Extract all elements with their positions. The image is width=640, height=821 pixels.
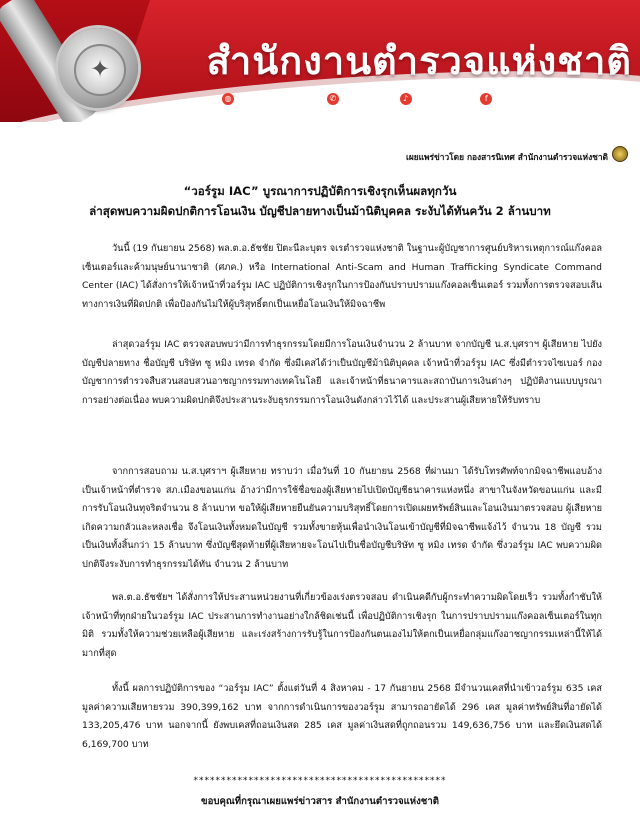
paragraph-2-text: ล่าสุดวอร์รูม IAC ตรวจสอบพบว่ามีการทำธุรกรรมโดยมีการโอนเงินจำนวน 2 ล้านบาท จากบัญชี น.ส.บุศราฯ ผู้เสียหาย ไปยังบัญชีปลายทาง ชื่อบัญชี บริษัท ซู หมิง เทรด จำกัด ซึ่งมีเคสได้ว่าเป็นบัญชีม้านิติบุคคล เจ้าหน้าที่วอร์รูม IAC ซึ่งมีตำรวจไซเบอร์ กองบัญชาการตำรวจสืบสวนสอบสวนอาชญากรรมทางเทคโนโลยี และเจ้าหน้าที่ธนาคารและสถาบันการเงินต่างๆ ปฏิบัติงานแบบบูรณาการอย่างต่อเนื่อง พบความผิดปกติจึงประสานระงับธุรกรรมการโอนเงินดังกล่าวไว้ได้ และประสานผู้เสียหายให้รับทราบ (82, 339, 602, 406)
headline-line-2: ล่าสุดพบความผิดปกติการโอนเงิน บัญชีปลายทางเป็นม้านิติบุคคล ระงับได้ทันควัน 2 ล้านบาท (89, 204, 551, 218)
closing-line: ขอบคุณที่กรุณาเผยแพร่ข่าวสาร สำนักงานตำรวจแห่งชาติ (201, 796, 439, 807)
contact-facebook-text: กองสารนิเทศ สำนักงานตำรวจแห่งชาติ (495, 94, 622, 103)
publisher-seal-icon (612, 146, 628, 162)
agency-title: สำนักงานตำรวจแห่งชาติ (206, 39, 632, 83)
contact-bar (222, 90, 632, 108)
globe-icon: ◍ (222, 93, 234, 105)
paragraph-5 (82, 680, 602, 770)
contact-phone[interactable] (327, 93, 390, 105)
phone-icon: ✆ (327, 93, 339, 105)
contact-website-text: saranitet.police.go.th (237, 94, 317, 104)
contact-tiktok-text: saranitetpolice (414, 94, 471, 104)
publisher-line: เผยแพร่ข่าวโดย กองสารนิเทศ สำนักงานตำรวจแห่งชาติ (405, 152, 608, 162)
contact-website[interactable] (222, 93, 317, 105)
paragraph-4-text: พล.ต.อ.ธัชชัยฯ ได้สั่งการให้ประสานหน่วยงานที่เกี่ยวข้องเร่งตรวจสอบ ดำเนินคดีกับผู้กระทำความผิดโดยเร็ว รวมทั้งกำชับให้เจ้าหน้าที่ทุกฝ่ายในวอร์รูม IAC ประสานการทำงานอย่างใกล้ชิดเช่นนี้ เพื่อปฏิบัติการเชิงรุก ในการปราบปรามแก๊งคอลเซ็นเตอร์ในทุกมิติ รวมทั้งให้ความช่วยเหลือผู้เสียหาย และเร่งสร้างการรับรู้ในการป้องกันตนเองไม่ให้ตกเป็นเหยื่อกลุ่มแก๊งอาชญากรรมเหล่านี้ให้ได้มากที่สุด (82, 592, 602, 659)
headline-line-1: “วอร์รูม IAC” บูรณาการปฏิบัติการเชิงรุกเห็นผลทุกวัน (183, 184, 457, 198)
paragraph-2 (82, 336, 602, 448)
separator-stars: ********************************************** (193, 776, 447, 786)
paragraph-4 (82, 589, 602, 665)
contact-phone-text: 02 252 9887 (341, 94, 390, 104)
paragraph-5-text: ทั้งนี้ ผลการปฏิบัติการของ “วอร์รูม IAC” ตั้งแต่วันที่ 4 สิงหาคม - 17 กันยายน 2568 มีจำนวนเคสที่นำเข้าวอร์รูม 635 เคส มูลค่าความเสียหายรวม 390,399,162 บาท จากการดำเนินการของวอร์รูม สามารถอายัดได้ 296 เคส มูลค่าทรัพย์สินที่อายัดได้ 133,205,476 บาท นอกจากนี้ ยังพบเคสที่ถอนเงินสด 285 เคส มูลค่าเงินสดที่ถูกถอนรวม 149,636,756 บาท และยึดเงินสดได้ 6,169,700 บาท (82, 683, 602, 750)
contact-facebook[interactable] (480, 93, 621, 105)
paragraph-3-text: จากการสอบถาม น.ส.บุศราฯ ผู้เสียหาย ทราบว่า เมื่อวันที่ 10 กันยายน 2568 ที่ผ่านมา ได้รับโทรศัพท์จากมิจฉาชีพแอบอ้างเป็นเจ้าหน้าที่ตำรวจ สภ.เมืองขอนแก่น อ้างว่ามีการใช้ชื่อของผู้เสียหายไปเปิดบัญชีธนาคารแห่งหนึ่ง สาขาในจังหวัดขอนแก่น และมีการรับโอนเงินทุจริตจำนวน 8 ล้านบาท ขอให้ผู้เสียหายยืนยันความบริสุทธิ์โดยการเปิดเผยทรัพย์สินและโอนเงินมาตรวจสอบ ผู้เสียหายเกิดความกลัวและหลงเชื่อ จึงโอนเงินทั้งหมดในบัญชี รวมทั้งขายหุ้นเพื่อนำเงินโอนเข้าบัญชีที่มิจฉาชีพแจ้งไว้ จำนวน 18 บัญชี รวมเป็นเงินทั้งสิ้นกว่า 15 ล้านบาท ซึ่งบัญชีสุดท้ายที่ผู้เสียหายจะโอนไปเป็นชื่อบัญชีบริษัท ซู หมิง เทรด จำกัด ซึ่งวอร์รูม IAC พบความผิดปกติจึงระงับการทำธุรกรรมได้ทัน จำนวน 2 ล้านบาท (82, 466, 602, 570)
tiktok-icon: ♪ (400, 93, 412, 105)
paragraph-1-text: วันนี้ (19 กันยายน 2568) พล.ต.อ.ธัชชัย ปิตะนีละบุตร จเรตำรวจแห่งชาติ ในฐานะผู้บัญชาการศูนย์บริหารเหตุการณ์แก๊งคอลเซ็นเตอร์และค้ามนุษย์นานาชาติ (ศภค.) หรือ International Anti-Scam and Human Trafficking Syndicate Command Center (IAC) ได้สั่งการให้เจ้าหน้าที่วอร์รูม IAC ปฏิบัติการเชิงรุกในการป้องกันปราบปรามแก๊งคอลเซ็นเตอร์ รวมทั้งการตรวจสอบเส้นทางการเงินที่ผิดปกติ เพื่อป้องกันไม่ให้ผู้บริสุทธิ์ตกเป็นเหยื่อโอนเงินให้มิจฉาชีพ (82, 243, 602, 310)
paragraph-1 (82, 240, 602, 332)
paragraph-3 (82, 463, 602, 575)
contact-tiktok[interactable] (400, 93, 471, 105)
police-emblem-logo (58, 28, 138, 108)
facebook-icon: f (480, 93, 492, 105)
